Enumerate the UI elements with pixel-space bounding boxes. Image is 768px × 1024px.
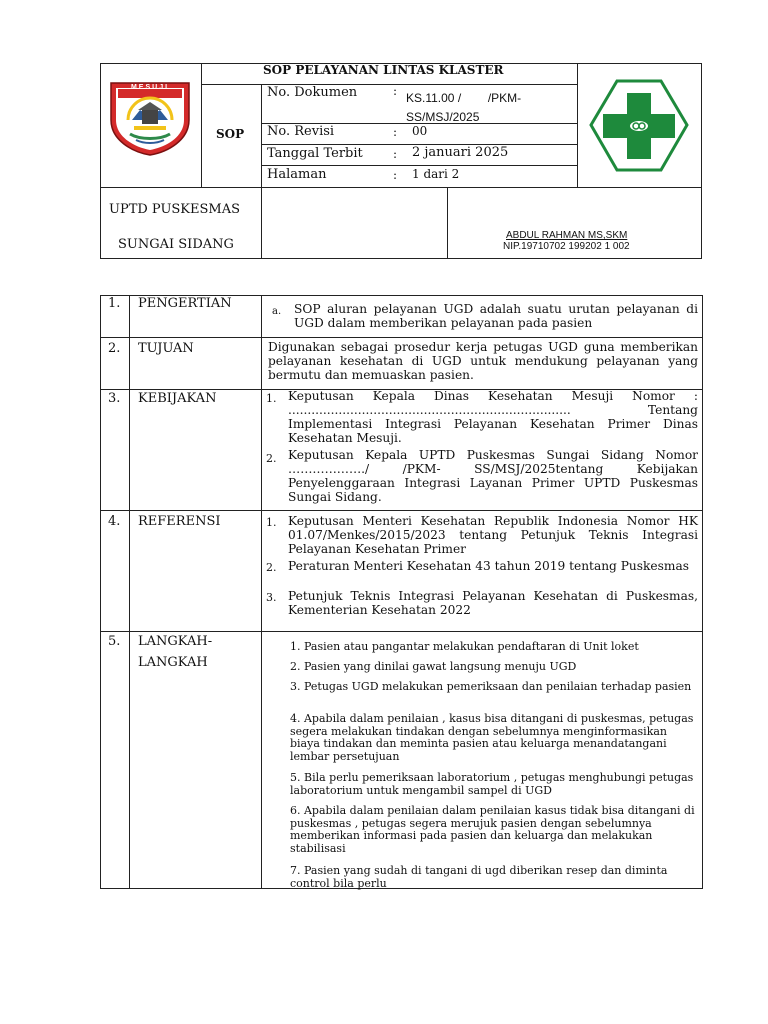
- section-number: 4.: [108, 514, 121, 529]
- section-number: 2.: [108, 341, 121, 356]
- header-divider: [447, 187, 448, 259]
- row-label-no-dokumen: No. Dokumen: [267, 85, 358, 100]
- health-cross-icon: [589, 79, 689, 172]
- list-marker: 2.: [266, 561, 277, 574]
- list-marker: a.: [272, 306, 282, 317]
- logo-text: MESUJI: [130, 84, 170, 91]
- langkah-step-3: 3. Petugas UGD melakukan pemeriksaan dan penilaian terhadap pasien: [290, 680, 692, 693]
- kebijakan-item-2: Keputusan Kepala UPTD Puskesmas Sungai Sidang Nomor ………………./ /PKM- SS/MSJ/2025tentang Kebijakan Penyelenggaraan Integrasi Layanan Primer UPTD Puskesmas Sungai Sidang.: [288, 448, 698, 504]
- section-title-kebijakan: KEBIJAKAN: [138, 391, 217, 406]
- section-title-langkah-line1: LANGKAH-: [138, 634, 213, 649]
- table-row-divider: [100, 510, 703, 511]
- header-divider: [100, 187, 702, 188]
- header-divider: [201, 84, 577, 85]
- document-title: SOP PELAYANAN LINTAS KLASTER: [263, 63, 504, 77]
- header-divider: [201, 63, 202, 187]
- table-column-divider: [261, 295, 262, 889]
- list-marker: 1.: [266, 516, 277, 529]
- header-divider: [577, 63, 578, 187]
- mesuji-logo: [108, 80, 192, 156]
- row-label-tanggal-terbit: Tanggal Terbit: [267, 146, 363, 161]
- referensi-item-1: Keputusan Menteri Kesehatan Republik Indonesia Nomor HK 01.07/Menkes/2015/2023 tentang Petunjuk Teknis Integrasi Pelayanan Kesehatan Primer: [288, 514, 698, 556]
- pengertian-text: SOP aluran pelayanan UGD adalah suatu urutan pelayanan di UGD dalam memberikan pelayanan pada pasien: [294, 302, 698, 330]
- puskesmas-logo: [589, 79, 689, 172]
- row-value-tanggal-terbit: 2 januari 2025: [412, 145, 509, 160]
- langkah-step-1: 1. Pasien atau pangantar melakukan pendaftaran di Unit loket: [290, 640, 639, 653]
- section-number: 3.: [108, 391, 121, 406]
- langkah-step-7: 7. Pasien yang sudah di tangani di ugd diberikan resep dan diminta control bila perlu: [290, 864, 668, 890]
- signer-nip: NIP.19710702 199202 1 002: [503, 241, 630, 252]
- org-name-line1: UPTD PUSKESMAS: [109, 202, 241, 217]
- row-value-no-dokumen: KS.11.00 / /PKM-: [406, 91, 522, 105]
- referensi-item-3: Petunjuk Teknis Integrasi Pelayanan Kesehatan di Puskesmas, Kementerian Kesehatan 2022: [288, 589, 698, 617]
- kebijakan-item-1: Keputusan Kepala Dinas Kesehatan Mesuji Nomor : ......................................................................... Tentang Implementasi Integrasi Pelayanan Kesehatan Primer Dinas Kesehatan Mesuji.: [288, 389, 698, 445]
- row-value-halaman: 1 dari 2: [412, 167, 460, 181]
- row-value-no-dokumen-line2: SS/MSJ/2025: [406, 110, 480, 124]
- header-divider: [261, 84, 262, 187]
- table-column-divider: [129, 295, 130, 889]
- mesuji-emblem-icon: [108, 80, 192, 156]
- row-colon: :: [393, 125, 398, 139]
- section-title-langkah-line2: LANGKAH: [138, 655, 208, 670]
- section-number: 5.: [108, 634, 121, 649]
- org-name-line2: SUNGAI SIDANG: [118, 237, 234, 252]
- langkah-step-6: 6. Apabila dalam penilaian dalam penilaian kasus tidak bisa ditangani di puskesmas , petugas segera merujuk pasien dengan sebelumnya memberikan informasi pada pasien dan keluarga dan melakukan stabilisasi: [290, 804, 695, 855]
- section-number: 1.: [108, 296, 121, 311]
- row-label-no-revisi: No. Revisi: [267, 124, 335, 139]
- list-marker: 2.: [266, 452, 277, 465]
- table-row-divider: [100, 337, 703, 338]
- langkah-step-2: 2. Pasien yang dinilai gawat langsung menuju UGD: [290, 660, 577, 673]
- list-marker: 3.: [266, 591, 277, 604]
- row-colon: :: [393, 84, 398, 98]
- signer-name: ABDUL RAHMAN MS,SKM: [506, 230, 628, 241]
- langkah-step-5: 5. Bila perlu pemeriksaan laboratorium , petugas menghubungi petugas laboratorium untuk mengambil sampel di UGD: [290, 771, 694, 797]
- section-title-tujuan: TUJUAN: [138, 341, 194, 356]
- referensi-item-2: Peraturan Menteri Kesehatan 43 tahun 2019 tentang Puskesmas: [288, 559, 689, 573]
- row-colon: :: [393, 168, 398, 182]
- header-divider: [261, 165, 577, 166]
- list-marker: 1.: [266, 392, 277, 405]
- sop-label: SOP: [216, 127, 245, 141]
- row-colon: :: [393, 147, 398, 161]
- section-title-pengertian: PENGERTIAN: [138, 296, 232, 311]
- table-row-divider: [100, 631, 703, 632]
- langkah-step-4: 4. Apabila dalam penilaian , kasus bisa ditangani di puskesmas, petugas segera melakukan tindakan dengan sebelumnya menginformasikan biaya tindakan dan meminta pasien atau keluarga menandatangani lembar persetujuan: [290, 712, 694, 763]
- header-divider: [261, 187, 262, 259]
- row-value-no-revisi: 00: [412, 124, 428, 138]
- section-title-referensi: REFERENSI: [138, 514, 221, 529]
- tujuan-text: Digunakan sebagai prosedur kerja petugas UGD guna memberikan pelayanan kesehatan di UGD untuk mendukung pelayanan yang bermutu dan memuaskan pasien.: [268, 340, 698, 382]
- row-label-halaman: Halaman: [267, 167, 327, 182]
